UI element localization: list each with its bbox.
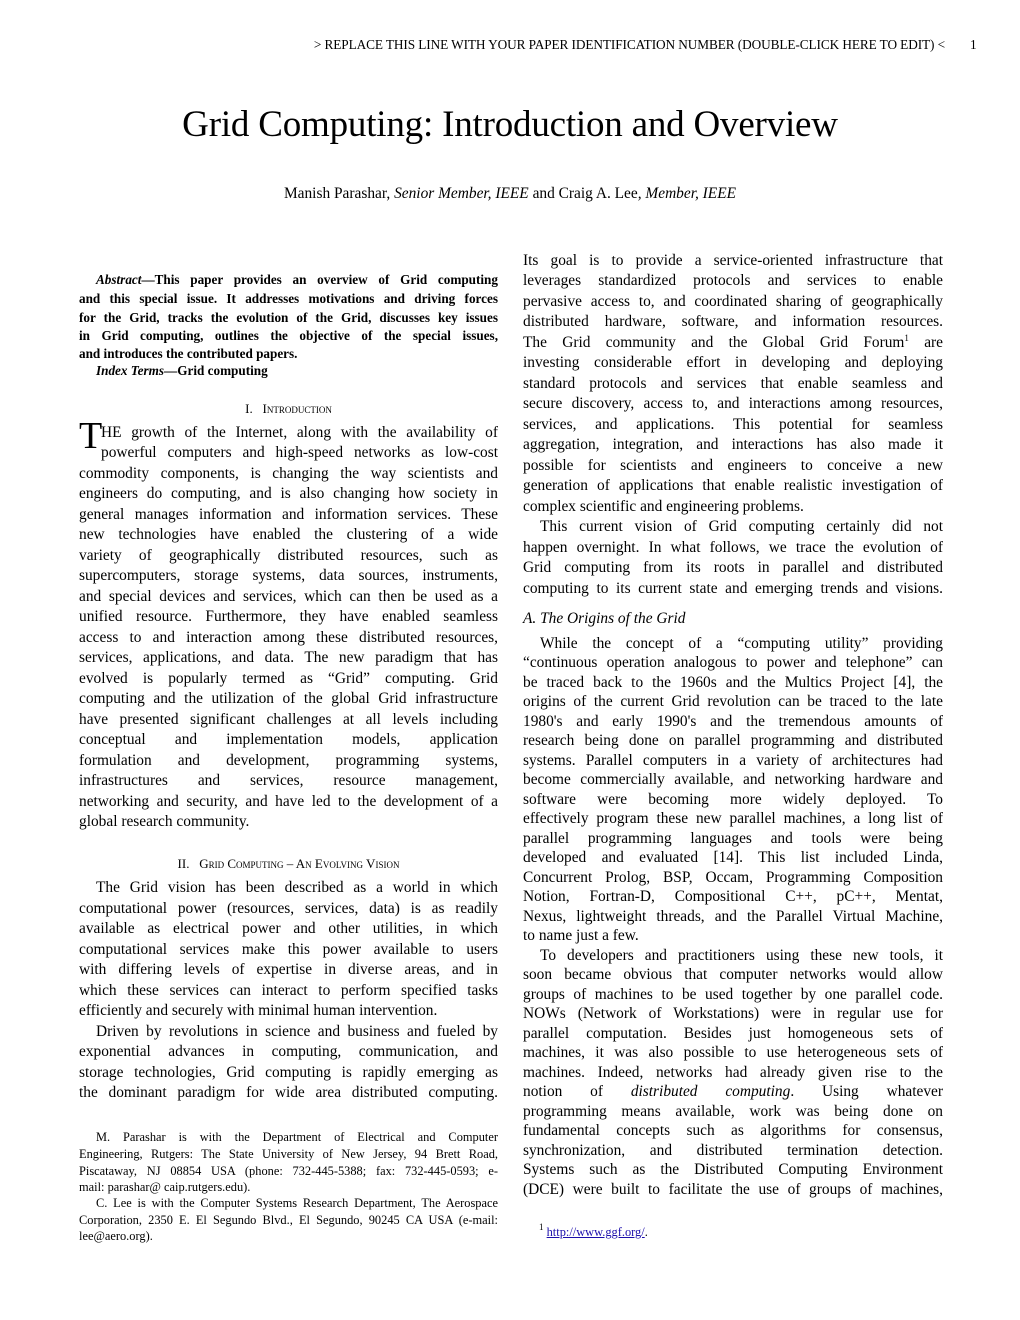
section-heading-grid-computing: II. Grid Computing – An Evolving Vision bbox=[177, 856, 400, 871]
abstract-line: Abstract—This paper provides an overview of Grid computing bbox=[96, 272, 498, 287]
page-number: 1 bbox=[970, 37, 977, 52]
author2-role: , Member, IEEE bbox=[637, 185, 737, 202]
paper-title: Grid Computing: Introduction and Overview bbox=[182, 104, 838, 145]
author-conjunction: and Craig A. Lee bbox=[532, 185, 638, 202]
drop-cap: T bbox=[79, 415, 103, 457]
abstract-line: in Grid computing, outlines the objective of the special issues, bbox=[79, 328, 498, 343]
paper-id-placeholder[interactable]: > REPLACE THIS LINE WITH YOUR PAPER IDENTIFICATION NUMBER (DOUBLE-CLICK HERE TO EDIT) < bbox=[313, 37, 945, 52]
emphasis-distributed-computing: distributed computing bbox=[630, 1083, 791, 1100]
index-terms: Index Terms—Grid computing bbox=[96, 363, 268, 378]
abstract-line: for the Grid, tracks the evolution of the Grid, discusses key issues bbox=[79, 310, 498, 325]
author1-role: Senior Member, IEEE bbox=[394, 185, 529, 202]
abstract-line: and introduces the contributed papers. bbox=[79, 346, 298, 361]
footnote-number: 1 bbox=[539, 1222, 544, 1232]
index-terms-label: Index Terms bbox=[96, 363, 165, 378]
author1-name: Manish Parashar, bbox=[283, 185, 391, 202]
author-line bbox=[0, 185, 1020, 203]
abstract-line: and this special issue. It addresses motivations and driving forces bbox=[79, 291, 498, 306]
subsection-heading-origins: A. The Origins of the Grid bbox=[523, 610, 686, 627]
abstract-label: Abstract bbox=[96, 272, 142, 287]
section-heading-introduction: I. Introduction bbox=[245, 401, 332, 416]
ggf-link[interactable]: http://www.ggf.org/ bbox=[546, 1225, 645, 1239]
footnote-ref[interactable]: 1 bbox=[904, 333, 909, 343]
